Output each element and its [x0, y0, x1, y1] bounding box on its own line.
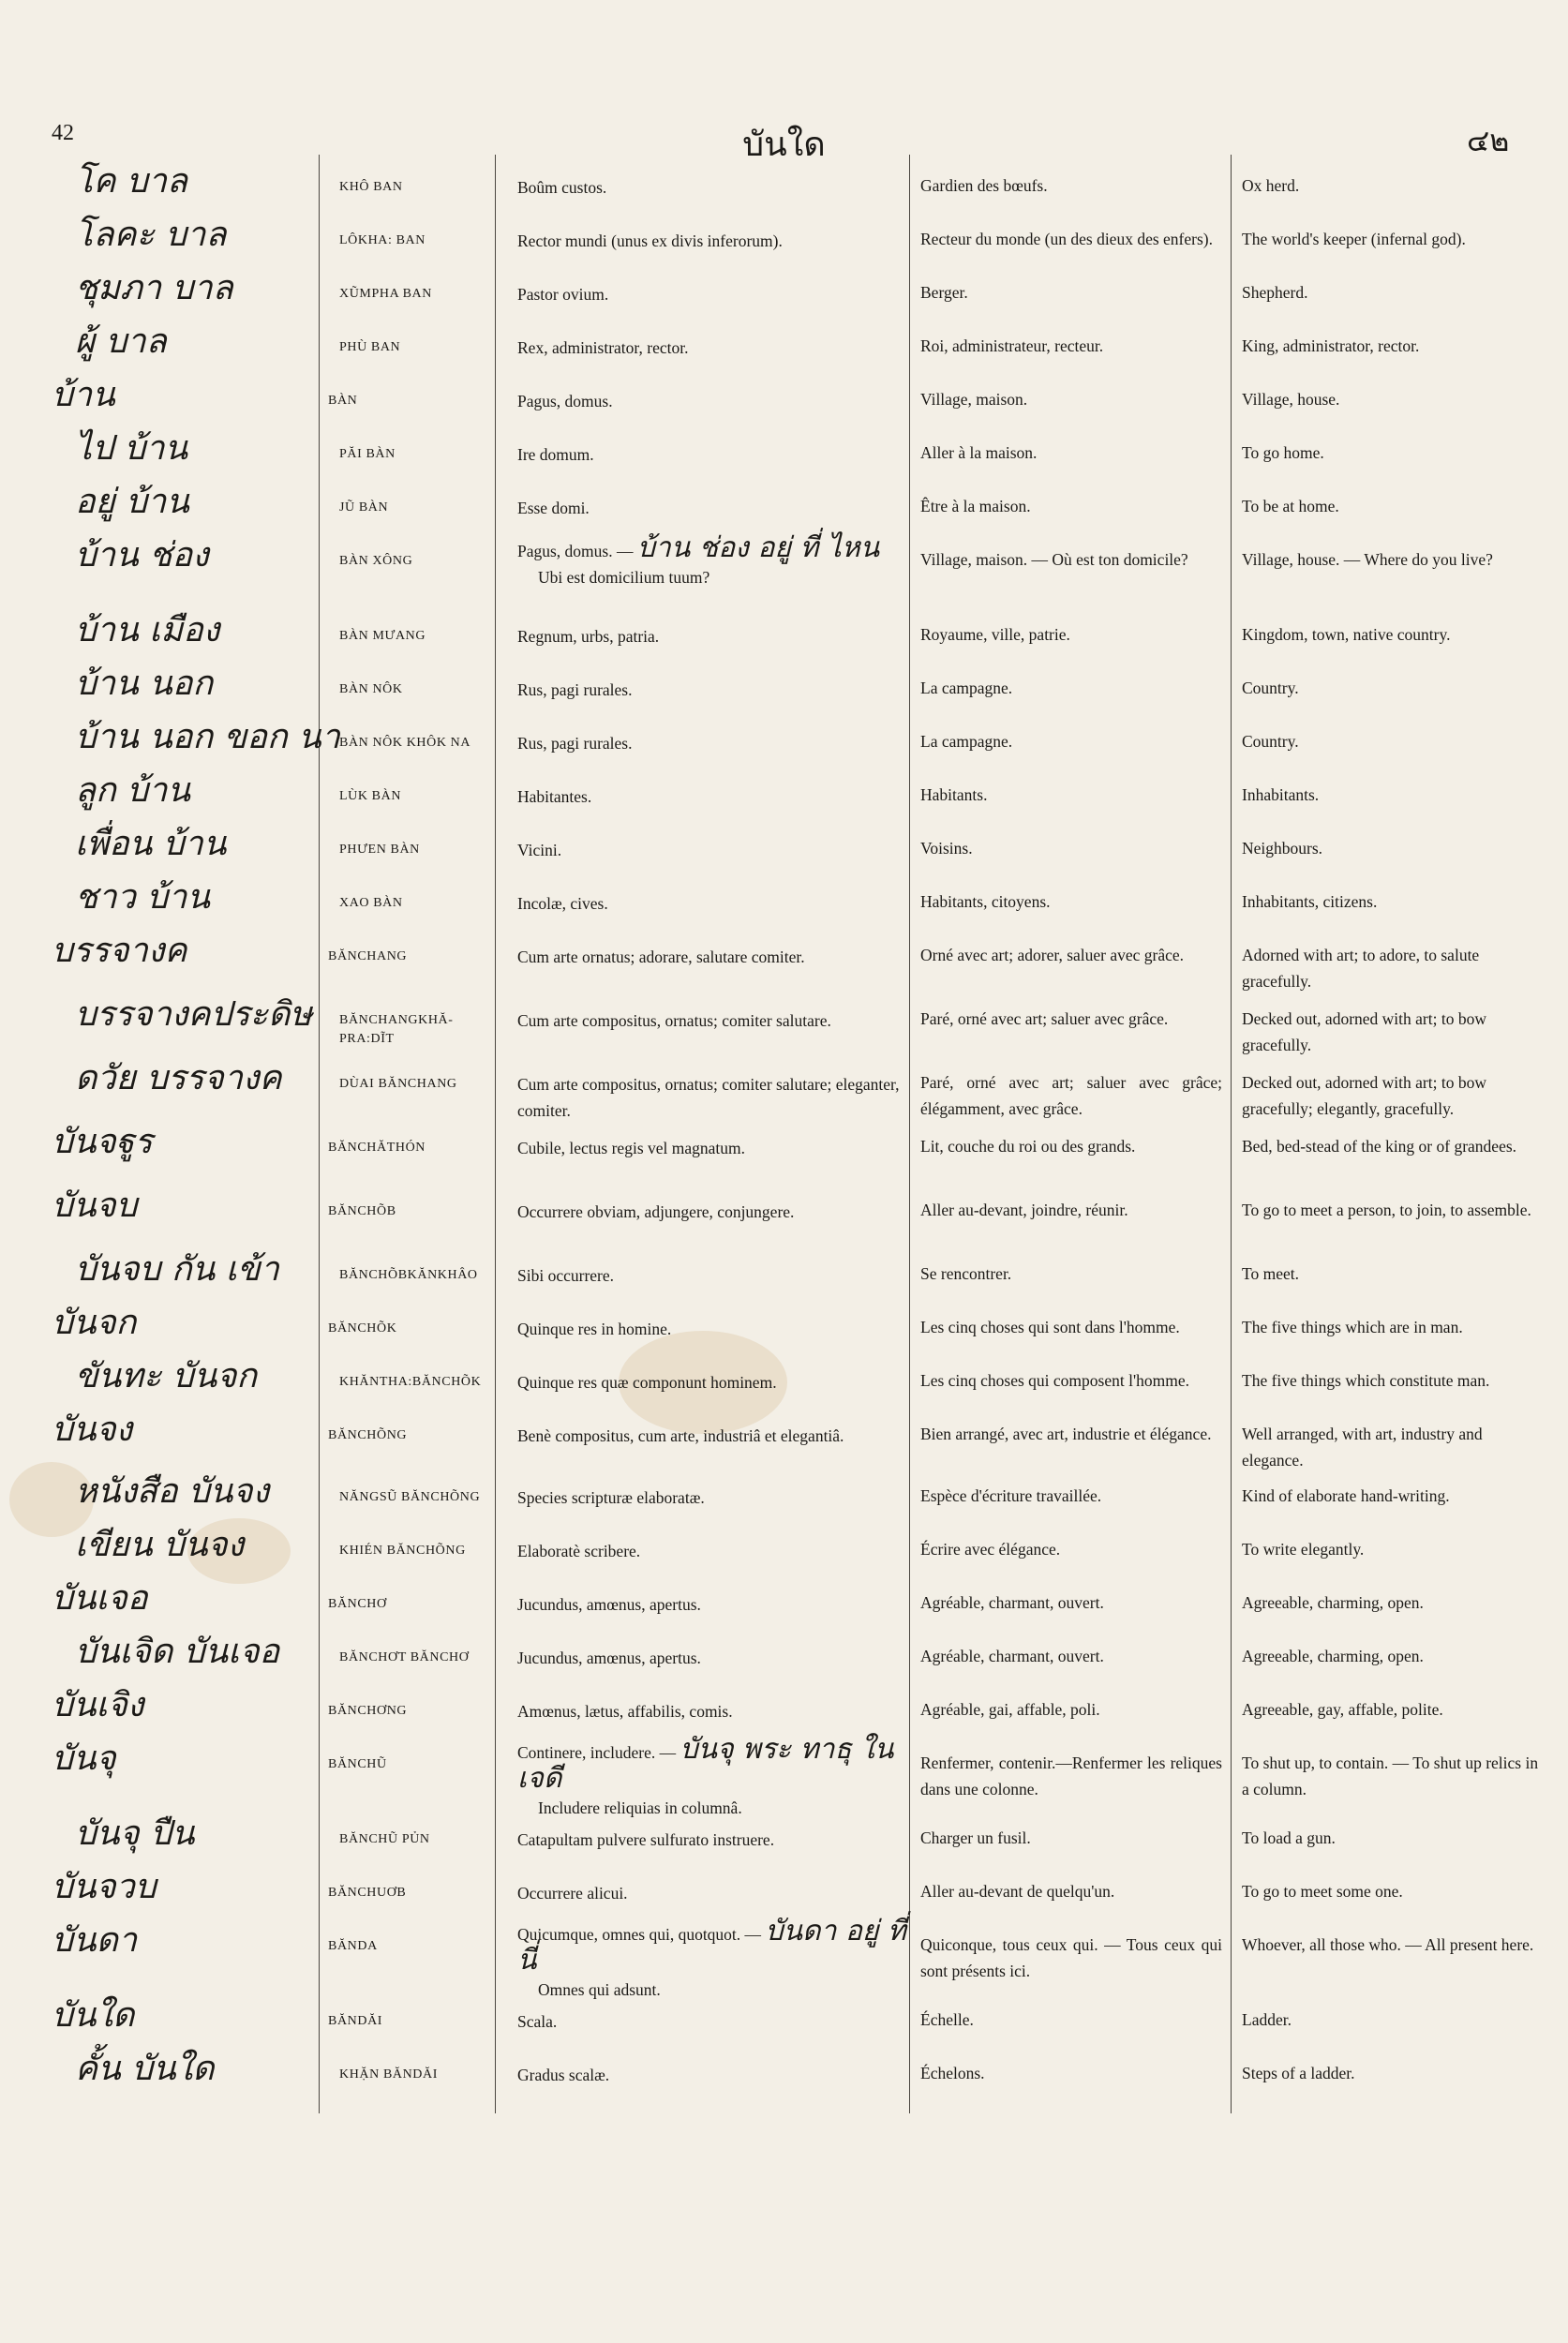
french-definition: Village, maison. — [920, 390, 1028, 409]
thai-headword: บันเจิง — [52, 1686, 144, 1724]
latin-definition: Cum arte compositus, ornatus; comiter salutare. — [517, 1011, 831, 1030]
romanization: BĂNCHÕNG — [328, 1428, 408, 1442]
romanization: BĂNCHŨ PỦN — [339, 1832, 430, 1846]
romanization: BĂNDĂI — [328, 2014, 383, 2028]
english-definition: Decked out, adorned with art; to bow gracefully; elegantly, gracefully. — [1242, 1073, 1486, 1118]
latin-definition: Cum arte compositus, ornatus; comiter salutare; eleganter, comiter. — [517, 1075, 900, 1120]
thai-headword: ชุมภา บาล — [75, 269, 233, 307]
latin-definition: Jucundus, amœnus, apertus. — [517, 1649, 701, 1667]
latin-definition: Rector mundi (unus ex divis inferorum). — [517, 231, 783, 250]
thai-headword: บ้าน เมือง — [75, 611, 220, 649]
thai-headword: บันจบ กัน เข้า — [75, 1250, 279, 1289]
entry-row — [0, 606, 1568, 660]
thai-headword: ไป บ้าน — [75, 429, 188, 468]
thai-headword: หนังสือ บันจง — [75, 1472, 270, 1511]
thai-headword: บันจุ ปืน — [75, 1814, 195, 1853]
latin-definition: Habitantes. — [517, 787, 592, 806]
english-definition: The five things which are in man. — [1242, 1318, 1463, 1336]
entry-row — [0, 1915, 1568, 1999]
english-definition: The five things which constitute man. — [1242, 1371, 1490, 1390]
entry-row — [0, 873, 1568, 927]
running-head: บันใด — [742, 126, 826, 163]
romanization: BÀN — [328, 394, 358, 408]
entry-row — [0, 767, 1568, 820]
thai-headword: ลูก บ้าน — [75, 771, 190, 810]
latin-definition: Incolæ, cives. — [517, 894, 608, 913]
latin-definition: Rus, pagi rurales. — [517, 680, 633, 699]
entry-row — [0, 2045, 1568, 2098]
french-definition: Royaume, ville, patrie. — [920, 625, 1070, 644]
page-number-right: ๔๒ — [1467, 124, 1510, 157]
entry-row — [0, 713, 1568, 767]
thai-headword: ขันทะ บันจก — [75, 1357, 258, 1395]
romanization: BĂNCHÕBKĂNKHÂO — [339, 1268, 478, 1282]
english-definition: Village, house. — Where do you live? — [1242, 550, 1493, 569]
thai-headword: บ้าน — [52, 376, 115, 414]
latin-definition: Rus, pagi rurales. — [517, 734, 633, 753]
french-definition: Agréable, charmant, ouvert. — [920, 1593, 1104, 1612]
entry-row — [0, 1992, 1568, 2045]
latin-definition: Ire domum. — [517, 445, 594, 464]
french-definition: Roi, administrateur, recteur. — [920, 336, 1104, 355]
entry-row — [0, 1118, 1568, 1182]
romanization: BĂNCHUƠB — [328, 1886, 407, 1900]
english-definition: Shepherd. — [1242, 283, 1308, 302]
romanization: BÀN NÔK KHÔK NA — [339, 736, 471, 750]
thai-headword: เขียน บันจง — [75, 1526, 245, 1564]
english-definition: Inhabitants. — [1242, 785, 1320, 804]
romanization: BĂNCHANGKHĂ-PRA:DĨT — [339, 1013, 454, 1046]
thai-headword: บันจุ — [52, 1739, 116, 1778]
latin-definition: Quinque res in homine. — [517, 1320, 672, 1338]
latin-definition: Benè compositus, cum arte, industriâ et elegantiâ. — [517, 1426, 844, 1445]
entry-row — [0, 1863, 1568, 1917]
french-definition: Charger un fusil. — [920, 1828, 1031, 1847]
entry-row — [0, 371, 1568, 425]
entry-row — [0, 1182, 1568, 1246]
romanization: XAO BÀN — [339, 896, 403, 910]
thai-headword: บรรจางคประดิษ — [75, 995, 313, 1034]
latin-definition: Catapultam pulvere sulfurato instruere. — [517, 1830, 775, 1849]
latin-example-translation: Includere reliquias in columnâ. — [538, 1798, 742, 1817]
entry-row — [0, 425, 1568, 478]
entry-row — [0, 1468, 1568, 1521]
french-definition: Village, maison. — Où est ton domicile? — [920, 550, 1188, 569]
romanization: BĂNCHƠT BĂNCHƠ — [339, 1650, 470, 1664]
english-definition: To be at home. — [1242, 497, 1339, 515]
french-definition: Les cinq choses qui composent l'homme. — [920, 1371, 1189, 1390]
entry-row — [0, 1810, 1568, 1863]
latin-definition: Vicini. — [517, 841, 562, 859]
english-definition: Kind of elaborate hand-writing. — [1242, 1486, 1450, 1505]
thai-headword: บันเจอ — [52, 1579, 148, 1618]
entry-row — [0, 264, 1568, 318]
thai-headword: บันดา — [52, 1921, 138, 1960]
latin-definition: Rex, administrator, rector. — [517, 338, 689, 357]
romanization: LÔKHA: BAN — [339, 233, 426, 247]
latin-definition: Pagus, domus. — [517, 392, 613, 410]
romanization: LÙK BÀN — [339, 789, 402, 803]
romanization: PĂI BÀN — [339, 447, 396, 461]
entry-row — [0, 318, 1568, 371]
english-definition: Agreeable, gay, affable, polite. — [1242, 1700, 1443, 1719]
entry-row — [0, 1681, 1568, 1735]
entry-row — [0, 478, 1568, 531]
french-definition: Échelons. — [920, 2064, 985, 2082]
entry-row — [0, 927, 1568, 991]
french-definition: Orné avec art; adorer, saluer avec grâce. — [920, 946, 1185, 964]
latin-example-translation: Omnes qui adsunt. — [538, 1980, 661, 1999]
english-definition: Whoever, all those who. — All present here. — [1242, 1935, 1534, 1954]
english-definition: To meet. — [1242, 1264, 1299, 1283]
french-definition: Paré, orné avec art; saluer avec grâce. — [920, 1009, 1169, 1028]
entry-row — [0, 531, 1568, 606]
french-definition: Recteur du monde (un des dieux des enfers). — [920, 230, 1213, 248]
thai-headword: บรรจางค — [52, 932, 187, 970]
english-definition: Steps of a ladder. — [1242, 2064, 1355, 2082]
romanization: PHÙ BAN — [339, 340, 401, 354]
latin-definition — [517, 1915, 911, 2003]
french-definition: Habitants, citoyens. — [920, 892, 1051, 911]
entry-row — [0, 157, 1568, 211]
french-definition: Quiconque, tous ceux qui. — Tous ceux qui sont présents ici. — [920, 1935, 1222, 1980]
french-definition: Écrire avec élégance. — [920, 1540, 1061, 1559]
entry-row — [0, 1246, 1568, 1299]
latin-text: Continere, includere. — — [517, 1743, 677, 1762]
french-definition: Être à la maison. — [920, 497, 1031, 515]
romanization: XŨMPHA BAN — [339, 287, 432, 301]
thai-headword: บันจง — [52, 1410, 133, 1449]
english-definition: Kingdom, town, native country. — [1242, 625, 1451, 644]
thai-headword: บ้าน นอก ขอก นา — [75, 718, 340, 756]
latin-definition — [517, 531, 911, 590]
english-definition: To load a gun. — [1242, 1828, 1336, 1847]
romanization: JŨ BÀN — [339, 500, 389, 515]
latin-definition: Gradus scalæ. — [517, 2066, 610, 2084]
english-definition: The world's keeper (infernal god). — [1242, 230, 1466, 248]
french-definition: Lit, couche du roi ou des grands. — [920, 1137, 1136, 1156]
french-definition: Renfermer, contenir.—Renfermer les reliques dans une colonne. — [920, 1754, 1222, 1798]
english-definition: King, administrator, rector. — [1242, 336, 1420, 355]
entry-list — [0, 157, 1568, 2098]
latin-definition: Occurrere obviam, adjungere, conjungere. — [517, 1202, 795, 1221]
french-definition: Aller au-devant de quelqu'un. — [920, 1882, 1115, 1901]
thai-headword: เพื่อน บ้าน — [75, 825, 227, 863]
french-definition: Espèce d'écriture travaillée. — [920, 1486, 1102, 1505]
entry-row — [0, 1521, 1568, 1574]
latin-definition: Quinque res quæ componunt hominem. — [517, 1373, 777, 1392]
english-definition: To shut up, to contain. — To shut up relics in a column. — [1242, 1754, 1539, 1798]
thai-headword: โลคะ บาล — [75, 216, 227, 254]
thai-example: บันดา อยู่ ที่นี่ — [517, 1915, 906, 1977]
entry-row — [0, 1299, 1568, 1352]
french-definition: Aller à la maison. — [920, 443, 1038, 462]
thai-example: บันจุ พระ ทาธุ ใน เจดี — [517, 1733, 894, 1795]
french-definition: La campagne. — [920, 679, 1013, 697]
latin-example-translation: Ubi est domicilium tuum? — [538, 568, 710, 587]
latin-text: Pagus, domus. — — [517, 542, 634, 560]
thai-headword: บันจวบ — [52, 1868, 157, 1906]
romanization: KHIÉN BĂNCHÕNG — [339, 1544, 466, 1558]
french-definition: Gardien des bœufs. — [920, 176, 1048, 195]
latin-definition: Esse domi. — [517, 499, 590, 517]
entry-row — [0, 1054, 1568, 1118]
entry-row — [0, 660, 1568, 713]
entry-row — [0, 1406, 1568, 1468]
thai-headword: คั้น บันใด — [75, 2050, 215, 2088]
latin-definition — [517, 1733, 911, 1821]
thai-headword: โค บาล — [75, 162, 187, 201]
entry-row — [0, 1352, 1568, 1406]
english-definition: To go home. — [1242, 443, 1324, 462]
romanization: KHẶN BĂNDĂI — [339, 2067, 438, 2082]
english-definition: Agreeable, charming, open. — [1242, 1593, 1424, 1612]
latin-definition: Regnum, urbs, patria. — [517, 627, 660, 646]
french-definition: Se rencontrer. — [920, 1264, 1012, 1283]
english-definition: Neighbours. — [1242, 839, 1323, 858]
latin-definition: Boûm custos. — [517, 178, 607, 197]
entry-row — [0, 1628, 1568, 1681]
english-definition: Decked out, adorned with art; to bow gracefully. — [1242, 1009, 1486, 1054]
french-definition: Paré, orné avec art; saluer avec grâce; élégamment, avec grâce. — [920, 1073, 1222, 1118]
latin-definition: Cubile, lectus regis vel magnatum. — [517, 1139, 746, 1157]
romanization: BĂNCHƠNG — [328, 1704, 408, 1718]
entry-row — [0, 1574, 1568, 1628]
french-definition: Aller au-devant, joindre, réunir. — [920, 1201, 1128, 1219]
romanization: BĂNCHŨ — [328, 1757, 387, 1771]
english-definition: Bed, bed-stead of the king or of grandees. — [1242, 1137, 1517, 1156]
romanization: BĂNCHÕK — [328, 1321, 397, 1336]
english-definition: To go to meet some one. — [1242, 1882, 1403, 1901]
french-definition: Bien arrangé, avec art, industrie et élégance. — [920, 1425, 1212, 1443]
latin-text: Quicumque, omnes qui, quotquot. — — [517, 1925, 762, 1944]
english-definition: To go to meet a person, to join, to assemble. — [1242, 1201, 1531, 1219]
thai-headword: อยู่ บ้าน — [75, 483, 189, 521]
english-definition: Village, house. — [1242, 390, 1340, 409]
english-definition: Ox herd. — [1242, 176, 1300, 195]
english-definition: To write elegantly. — [1242, 1540, 1365, 1559]
english-definition: Agreeable, charming, open. — [1242, 1647, 1424, 1665]
thai-headword: บ้าน นอก — [75, 664, 214, 703]
thai-headword: ผู้ บาล — [75, 322, 167, 361]
entry-row — [0, 211, 1568, 264]
thai-headword: บันเจิด บันเจอ — [75, 1633, 280, 1671]
page-number-left: 42 — [52, 121, 74, 145]
french-definition: Échelle. — [920, 2010, 974, 2029]
romanization: KHĂNTHA:BĂNCHÕK — [339, 1375, 482, 1389]
latin-definition: Species scripturæ elaboratæ. — [517, 1488, 705, 1507]
latin-definition: Occurrere alicui. — [517, 1884, 628, 1903]
english-definition: Country. — [1242, 679, 1299, 697]
entry-row — [0, 1733, 1568, 1817]
french-definition: La campagne. — [920, 732, 1013, 751]
romanization: BÀN MƯANG — [339, 629, 426, 643]
romanization: NĂNGSŨ BĂNCHÕNG — [339, 1490, 481, 1504]
romanization: PHƯEN BÀN — [339, 843, 420, 857]
latin-definition: Sibi occurrere. — [517, 1266, 615, 1285]
thai-example: บ้าน ช่อง อยู่ ที่ ไหน — [636, 531, 880, 564]
french-definition: Voisins. — [920, 839, 973, 858]
thai-headword: บันจบ — [52, 1186, 138, 1225]
page-header — [0, 117, 1568, 163]
english-definition: Country. — [1242, 732, 1299, 751]
french-definition: Berger. — [920, 283, 968, 302]
thai-headword: บ้าน ช่อง — [75, 536, 209, 575]
french-definition: Habitants. — [920, 785, 988, 804]
romanization: BĂNCHANG — [328, 949, 408, 963]
thai-headword: ดวัย บรรจางค — [75, 1059, 282, 1097]
latin-definition: Scala. — [517, 2012, 558, 2031]
romanization: KHÔ BAN — [339, 180, 403, 194]
thai-headword: บันจก — [52, 1304, 137, 1342]
latin-definition: Amœnus, lætus, affabilis, comis. — [517, 1702, 733, 1721]
romanization: BĂNCHƠ — [328, 1597, 387, 1611]
latin-definition: Elaboratè scribere. — [517, 1542, 641, 1560]
french-definition: Agréable, charmant, ouvert. — [920, 1647, 1104, 1665]
thai-headword: บันจฐูร — [52, 1123, 153, 1161]
french-definition: Agréable, gai, affable, poli. — [920, 1700, 1100, 1719]
latin-definition: Jucundus, amœnus, apertus. — [517, 1595, 701, 1614]
english-definition: Inhabitants, citizens. — [1242, 892, 1378, 911]
romanization: BÀN XÔNG — [339, 554, 413, 568]
romanization: DÙAI BĂNCHANG — [339, 1077, 457, 1091]
latin-definition: Pastor ovium. — [517, 285, 609, 304]
french-definition: Les cinq choses qui sont dans l'homme. — [920, 1318, 1180, 1336]
entry-row — [0, 820, 1568, 873]
romanization: BĂNCHĂTHÓN — [328, 1141, 426, 1155]
romanization: BĂNDA — [328, 1939, 378, 1953]
english-definition: Ladder. — [1242, 2010, 1292, 2029]
romanization: BĂNCHÕB — [328, 1204, 396, 1218]
english-definition: Adorned with art; to adore, to salute gracefully. — [1242, 946, 1480, 991]
romanization: BÀN NÔK — [339, 682, 403, 696]
thai-headword: บันใด — [52, 1996, 135, 2035]
latin-definition: Cum arte ornatus; adorare, salutare comiter. — [517, 948, 805, 966]
english-definition: Well arranged, with art, industry and elegance. — [1242, 1425, 1483, 1470]
thai-headword: ชาว บ้าน — [75, 878, 210, 917]
entry-row — [0, 991, 1568, 1054]
